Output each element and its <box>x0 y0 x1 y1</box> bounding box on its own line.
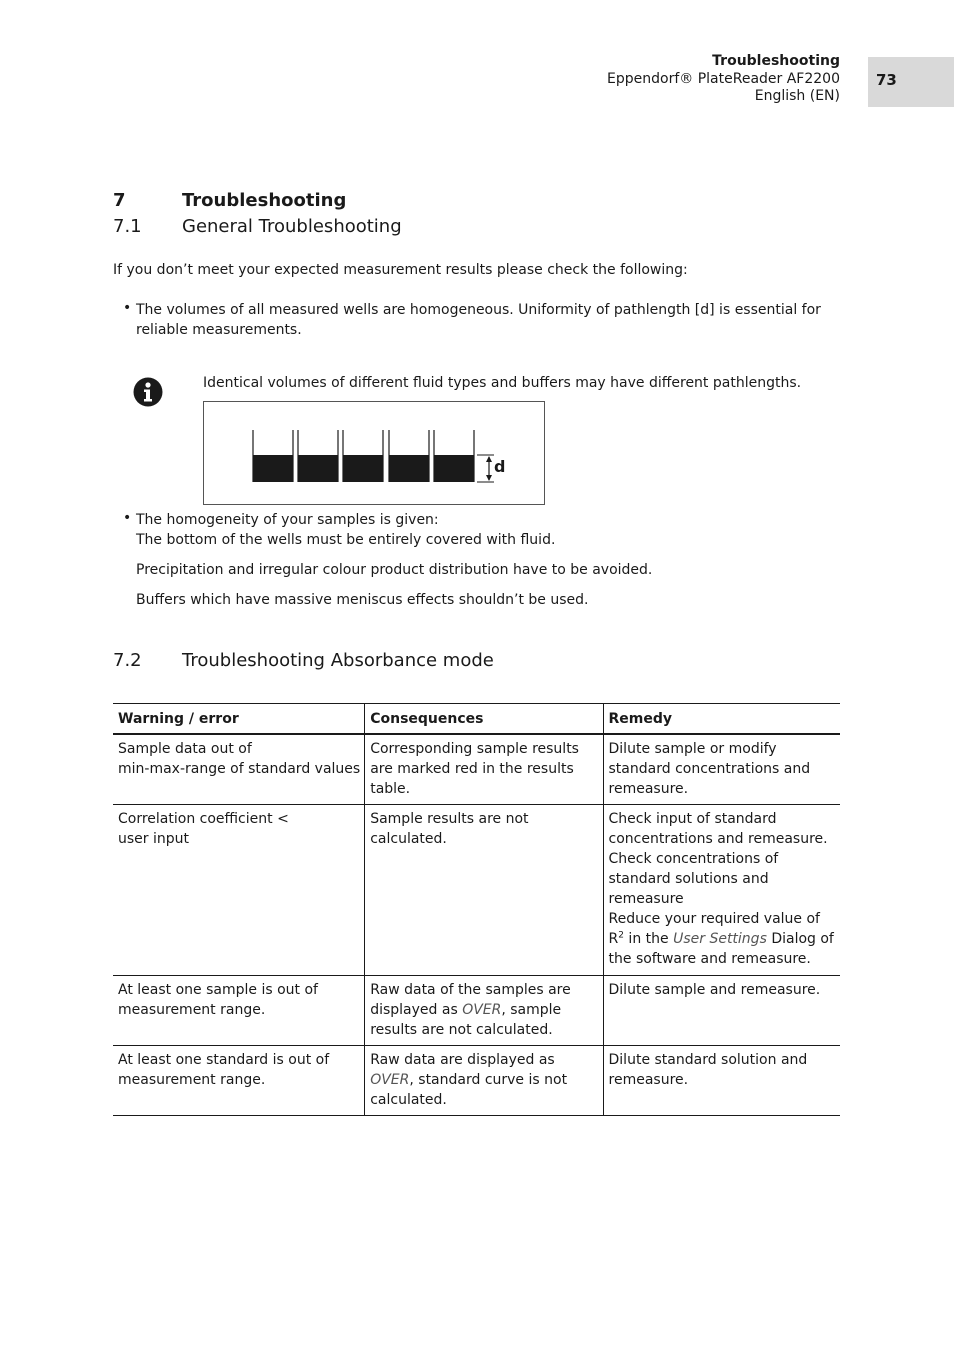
bullet-marker: • <box>123 300 132 316</box>
bullet-marker: • <box>123 510 132 526</box>
consequence-text-part: , standard curve is not calculated. <box>370 1072 568 1108</box>
section-1-number: 7.1 <box>113 216 142 237</box>
remedy-cell: Dilute standard solution and remeasure. <box>603 1046 840 1116</box>
table-row <box>113 734 840 805</box>
bullet-homogeneity-line-2: The bottom of the wells must be entirely covered with fluid. <box>136 532 556 548</box>
warning-cell: At least one standard is out of measurement range. <box>118 1052 330 1088</box>
remedy-text-part: Dialog of the software and remeasure. <box>608 931 834 967</box>
section-2-title: Troubleshooting Absorbance mode <box>182 650 494 671</box>
column-header-consequences: Consequences <box>365 704 603 735</box>
consequence-cell <box>365 976 603 1046</box>
info-note-text: Identical volumes of different fluid types and buffers may have different pathlengths. <box>203 375 802 391</box>
bullet-homogeneity <box>136 510 826 550</box>
remedy-text-part: in the <box>623 931 674 947</box>
pathlength-label: d <box>494 457 506 476</box>
pathlength-figure <box>203 401 545 505</box>
consequence-cell: Corresponding sample results are marked red in the results table. <box>365 734 603 805</box>
remedy-text-line <box>609 909 836 969</box>
table-row <box>113 976 840 1046</box>
precipitation-paragraph: Precipitation and irregular colour product distribution have to be avoided. <box>136 562 653 578</box>
consequence-text-part: Raw data are displayed as <box>370 1052 555 1068</box>
well-5 <box>434 430 474 482</box>
well-3 <box>343 430 383 482</box>
page-number: 73 <box>876 71 897 89</box>
warning-cell <box>113 805 365 976</box>
ui-term: OVER <box>462 1002 502 1018</box>
consequence-text-part: Raw data of the samples are displayed as <box>370 982 571 1018</box>
superscript: 2 <box>618 930 624 941</box>
section-2-number: 7.2 <box>113 650 142 671</box>
remedy-text-line: Check concentrations of standard solutions and remeasure <box>608 851 779 907</box>
column-header-remedy: Remedy <box>603 704 840 735</box>
remedy-cell: Dilute sample or modify standard concentrations and remeasure. <box>603 734 840 805</box>
troubleshooting-table <box>113 703 840 1116</box>
remedy-cell <box>603 805 840 976</box>
consequence-cell: Sample results are not calculated. <box>365 805 603 976</box>
info-icon <box>133 377 163 407</box>
header-section: Troubleshooting <box>712 53 840 69</box>
warning-text-line: user input <box>118 831 189 847</box>
section-1-title: General Troubleshooting <box>182 216 402 237</box>
bullet-volumes: The volumes of all measured wells are homogeneous. Uniformity of pathlength [d] is essential for reliable measurements. <box>136 302 821 338</box>
table-row <box>113 1046 840 1116</box>
table-header-row <box>113 704 840 735</box>
header-product: Eppendorf® PlateReader AF2200 <box>607 70 840 87</box>
column-header-warning: Warning / error <box>118 711 239 727</box>
warning-text-line: Correlation coefficient < <box>118 811 289 827</box>
warning-cell <box>113 734 365 805</box>
remedy-text-part: Reduce your required value of R <box>608 911 820 947</box>
header-language: English (EN) <box>754 88 840 104</box>
consequence-text-part: , sample results are not calculated. <box>370 1002 562 1038</box>
warning-cell: At least one sample is out of measurement range. <box>118 982 318 1018</box>
pathlength-arrow <box>477 455 494 482</box>
chapter-title: Troubleshooting <box>182 190 347 211</box>
remedy-text-line: Check input of standard concentrations and remeasure. <box>608 811 828 847</box>
ui-term: OVER <box>370 1072 410 1088</box>
well-1 <box>253 430 293 482</box>
warning-text-line: min-max-range of standard values <box>118 761 361 777</box>
bullet-homogeneity-line-1: The homogeneity of your samples is given: <box>136 512 439 528</box>
remedy-cell: Dilute sample and remeasure. <box>603 976 840 1046</box>
table-row <box>113 805 840 976</box>
warning-text-line: Sample data out of <box>118 741 252 757</box>
ui-term: User Settings <box>673 931 767 947</box>
buffers-paragraph: Buffers which have massive meniscus effects shouldn’t be used. <box>136 592 589 608</box>
intro-paragraph: If you don’t meet your expected measurement results please check the following: <box>113 262 688 278</box>
running-header <box>607 53 840 106</box>
well-4 <box>389 430 429 482</box>
chapter-number: 7 <box>113 190 126 211</box>
well-2 <box>298 430 338 482</box>
consequence-cell <box>365 1046 603 1116</box>
